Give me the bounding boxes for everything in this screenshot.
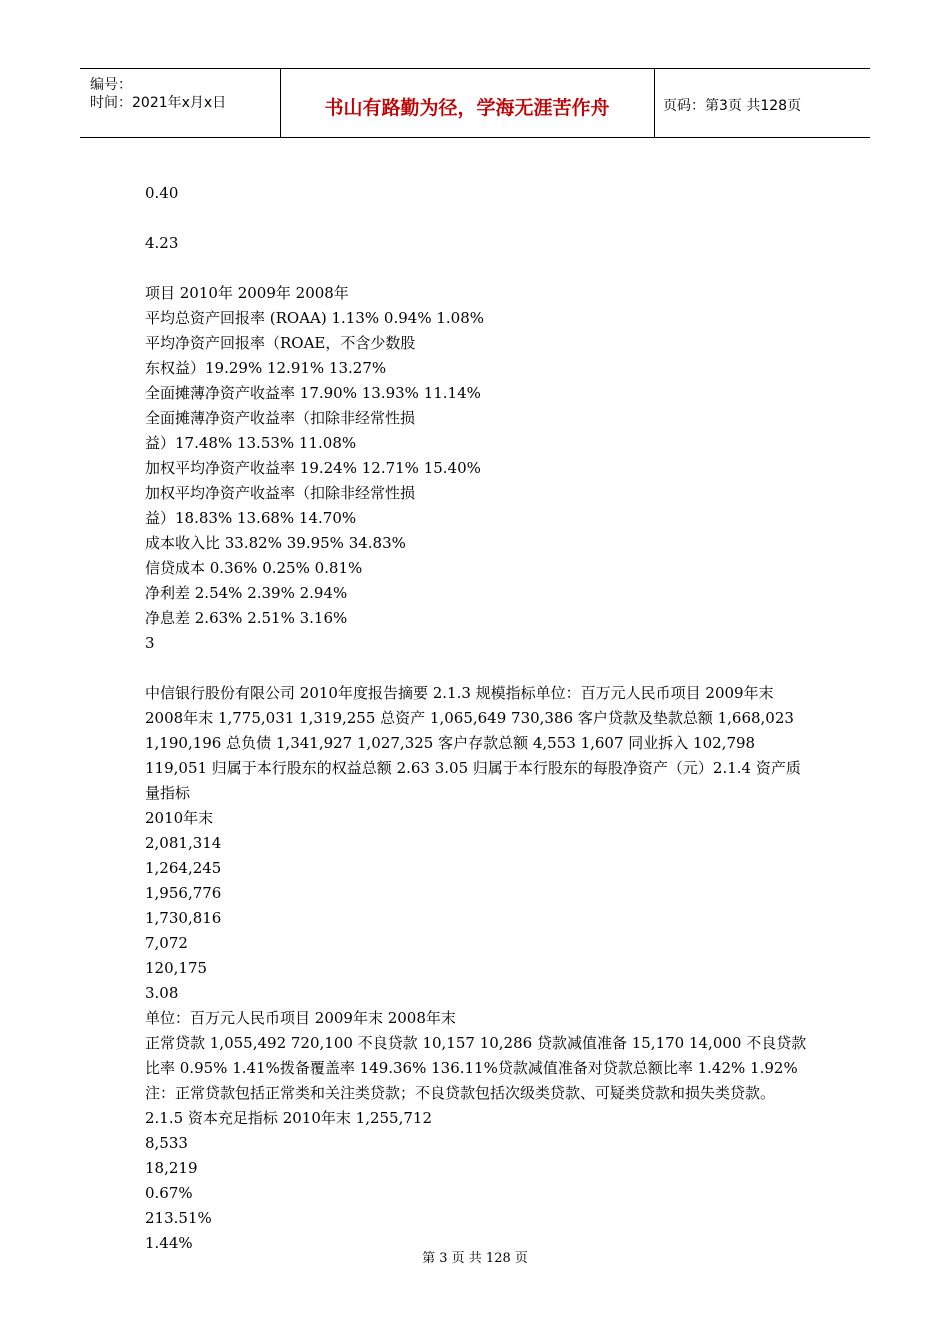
text-line: 平均净资产回报率（ROAE，不含少数股 <box>145 334 416 352</box>
text-line: 东权益）19.29% 12.91% 13.27% <box>145 359 387 377</box>
text-line: 18,219 <box>145 1159 198 1177</box>
text-line: 信贷成本 0.36% 0.25% 0.81% <box>145 559 363 577</box>
page-header <box>80 68 870 138</box>
text-line: 2.1.5 资本充足指标 2010年末 1,255,712 <box>145 1109 432 1127</box>
text-line: 3 <box>145 634 155 652</box>
page-footer: 第 3 页 共 128 页 <box>422 1251 528 1266</box>
header-motto: 书山有路勤为径，学海无涯苦作舟 <box>324 97 610 119</box>
text-line: 4.23 <box>145 234 179 252</box>
text-line: 成本收入比 33.82% 39.95% 34.83% <box>145 534 406 552</box>
header-right-cell <box>655 69 870 137</box>
text-line: 0.40 <box>145 184 179 202</box>
text-line: 净息差 2.63% 2.51% 3.16% <box>145 609 348 627</box>
text-line: 1,264,245 <box>145 859 222 877</box>
text-line: 1,730,816 <box>145 909 222 927</box>
text-line: 1.44% <box>145 1234 193 1252</box>
text-line: 8,533 <box>145 1134 188 1152</box>
header-left-cell <box>80 69 281 137</box>
time-label: 时间：2021年x月x日 <box>90 95 227 111</box>
text-line: 全面摊薄净资产收益率 17.90% 13.93% 11.14% <box>145 384 481 402</box>
text-line: 3.08 <box>145 984 179 1002</box>
text-line: 2010年末 <box>145 809 214 827</box>
paragraph-asset-quality: 正常贷款 1,055,492 720,100 不良贷款 10,157 10,286 贷款减值准备 15,170 14,000 不良贷款比率 0.95% 1.41%拨备覆盖率 149.36% 136.11%贷款减值准备对贷款总额比率 1.42% 1.92%注：正常贷款包括正常类和关注类贷款；不良贷款包括次级类贷款、可疑类贷款和损失类贷款。 <box>145 1034 807 1102</box>
text-line: 益）18.83% 13.68% 14.70% <box>145 509 357 527</box>
serial-label: 编号： <box>90 77 132 93</box>
text-line: 1,956,776 <box>145 884 222 902</box>
text-line: 120,175 <box>145 959 208 977</box>
text-line: 加权平均净资产收益率（扣除非经常性损 <box>145 484 416 502</box>
text-line: 加权平均净资产收益率 19.24% 12.71% 15.40% <box>145 459 481 477</box>
paragraph-scale-indicators: 中信银行股份有限公司 2010年度报告摘要 2.1.3 规模指标单位：百万元人民币项目 2009年末 2008年末 1,775,031 1,319,255 总资产 1,065,649 730,386 客户贷款及垫款总额 1,668,023 1,190,196 总负债 1,341,927 1,027,325 客户存款总额 4,553 1,607 同业拆入 102,798 119,051 归属于本行股东的权益总额 2.63 3.05 归属于本行股东的每股净资产（元）2.1.4 资产质量指标 <box>145 684 801 802</box>
text-line: 2,081,314 <box>145 834 222 852</box>
table-header-line: 项目 2010年 2009年 2008年 <box>145 284 349 302</box>
header-motto-cell <box>280 69 655 137</box>
text-line: 全面摊薄净资产收益率（扣除非经常性损 <box>145 409 416 427</box>
header-page-label: 页码：第3页 共128页 <box>663 98 802 114</box>
text-line: 单位：百万元人民币项目 2009年末 2008年末 <box>145 1009 456 1027</box>
text-line: 0.67% <box>145 1184 193 1202</box>
text-line: 益）17.48% 13.53% 11.08% <box>145 434 357 452</box>
text-line: 平均总资产回报率 (ROAA) 1.13% 0.94% 1.08% <box>145 309 484 327</box>
text-line: 213.51% <box>145 1209 212 1227</box>
text-line: 净利差 2.54% 2.39% 2.94% <box>145 584 348 602</box>
document-body <box>145 181 815 1256</box>
text-line: 7,072 <box>145 934 188 952</box>
